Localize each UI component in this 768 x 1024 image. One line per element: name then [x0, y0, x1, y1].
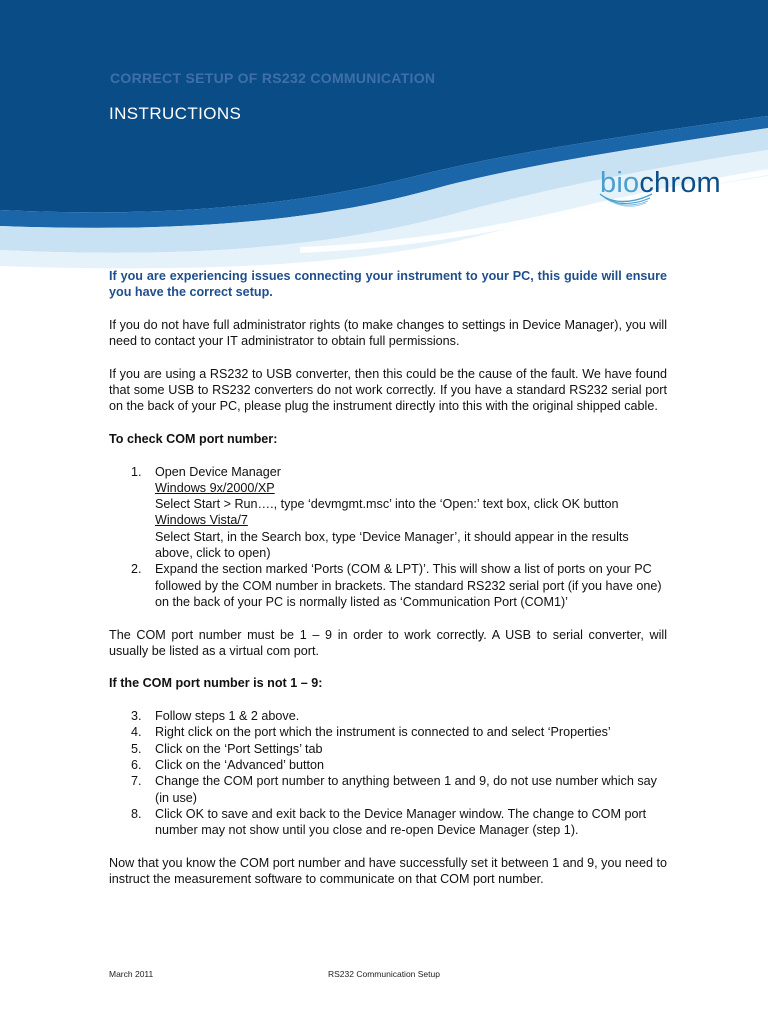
list-item — [109, 806, 667, 839]
step-text: Click on the ‘Advanced’ button — [155, 757, 324, 772]
step-number: 5. — [131, 741, 142, 756]
step-text: Open Device Manager — [155, 464, 282, 479]
os-label: Windows 9x/2000/XP — [155, 480, 275, 495]
check-heading: To check COM port number: — [109, 431, 278, 446]
range-paragraph: The COM port number must be 1 – 9 in order to work correctly. A USB to serial converter, will usually be listed as a virtual com port. — [109, 627, 667, 658]
step-text: Right click on the port which the instrument is connected to and select ‘Properties’ — [155, 725, 611, 740]
header-banner — [0, 0, 768, 280]
step-text: Change the COM port number to anything between 1 and 9, do not use number which say (in use) — [155, 774, 657, 805]
document-subtitle: CORRECT SETUP OF RS232 COMMUNICATION — [110, 70, 436, 86]
step-number: 7. — [131, 774, 142, 789]
os-instruction: Select Start, in the Search box, type ‘Device Manager’, it should appear in the results above, click to open) — [155, 529, 629, 561]
check-steps-list — [109, 464, 667, 611]
document-title: INSTRUCTIONS — [109, 104, 242, 123]
step-text: Click on the ‘Port Settings’ tab — [155, 741, 323, 756]
fix-heading: If the COM port number is not 1 – 9: — [109, 676, 323, 691]
list-item — [109, 561, 667, 610]
logo-text-bio: bio — [600, 167, 640, 199]
document-body — [109, 268, 667, 904]
step-number: 1. — [131, 464, 142, 479]
closing-paragraph: Now that you know the COM port number and have successfully set it between 1 and 9, you need to instruct the measurement software to communicate on that COM port number. — [109, 855, 667, 886]
list-item — [109, 741, 667, 757]
list-item — [109, 773, 667, 806]
list-item — [109, 708, 667, 724]
fix-steps-list — [109, 708, 667, 838]
list-item — [109, 464, 667, 562]
logo-text-chrom: chrom — [639, 167, 721, 199]
step-number: 6. — [131, 757, 142, 772]
biochrom-logo — [596, 166, 736, 216]
step-number: 3. — [131, 709, 142, 724]
step-number: 2. — [131, 562, 142, 577]
step-text: Expand the section marked ‘Ports (COM & LPT)’. This will show a list of ports on your PC followed by the COM number in brackets. The standard RS232 serial port (if you have one) on the back of your PC is normally listed as ‘Communication Port (COM1)’ — [155, 562, 662, 609]
list-item — [109, 724, 667, 740]
step-text: Follow steps 1 & 2 above. — [155, 709, 300, 724]
logo-swoosh-icon — [596, 188, 656, 210]
step-number: 8. — [131, 806, 142, 821]
list-item — [109, 757, 667, 773]
step-number: 4. — [131, 725, 142, 740]
admin-paragraph: If you do not have full administrator rights (to make changes to settings in Device Manager), you will need to contact your IT administrator to obtain full permissions. — [109, 317, 667, 349]
footer-date: March 2011 — [109, 969, 154, 979]
step-text: Click OK to save and exit back to the Device Manager window. The change to COM port number may not show until you close and re-open Device Manager (step 1). — [155, 806, 647, 838]
os-label: Windows Vista/7 — [155, 513, 248, 528]
converter-paragraph: If you are using a RS232 to USB converter, then this could be the cause of the fault. We have found that some USB to RS232 converters do not work correctly. If you have a standard RS232 serial port on the back of your PC, please plug the instrument directly into this with the original shipped cable. — [109, 366, 667, 414]
os-instruction: Select Start > Run…., type ‘devmgmt.msc’ into the ‘Open:’ text box, click OK button — [155, 497, 619, 512]
footer-doc-title: RS232 Communication Setup — [328, 969, 440, 979]
intro-paragraph: If you are experiencing issues connecting your instrument to your PC, this guide will ensure you have the correct setup. — [109, 269, 667, 300]
